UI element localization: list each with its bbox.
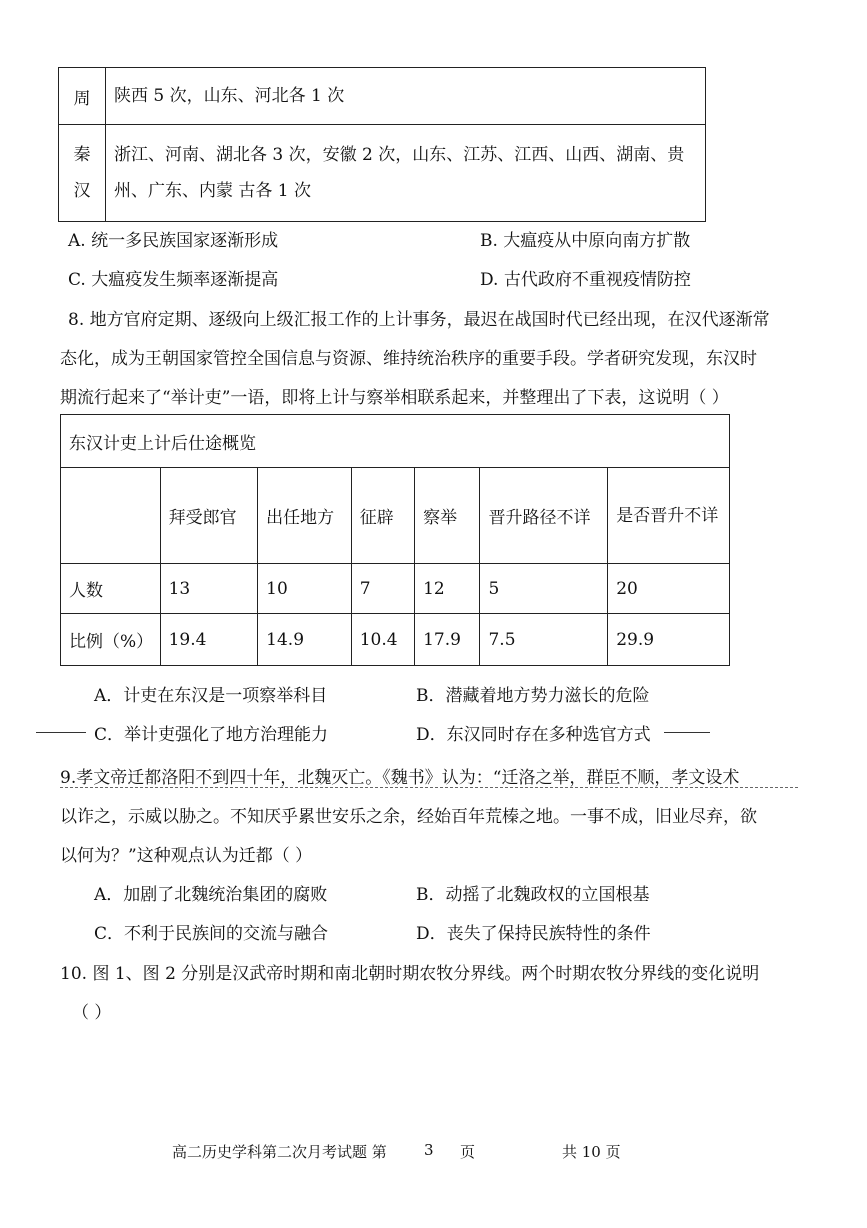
header-cell (61, 468, 161, 564)
footer-page-number: 3 (424, 1141, 434, 1159)
era-cell (59, 125, 106, 222)
table-cell: 20 (608, 564, 730, 614)
question-9-line: 9.孝文帝迁都洛阳不到四十年，北魏灭亡。《魏书》认为：“迁洛之举，群臣不顺，孝文设术 (60, 768, 740, 788)
table-cell: 19.4 (160, 614, 258, 666)
scan-line (60, 787, 798, 788)
row-label: 人数 (61, 564, 161, 614)
scan-line (36, 732, 86, 733)
table-row (59, 125, 706, 222)
era-label: 周 (73, 88, 91, 109)
question-9-line: 以何为？”这种观点认为迁都（ ） (60, 846, 313, 866)
table-cell: 7.5 (480, 614, 608, 666)
era-label: 汉 (73, 181, 91, 201)
table-header-row (61, 468, 730, 564)
question-8-line: 期流行起来了“举计吏”一语，即将上计与察举相联系起来，并整理出了下表，这说明（ ） (60, 388, 729, 408)
option-d: D．丧失了保持民族特性的条件 (416, 924, 651, 944)
question-10-line: 10. 图 1、图 2 分别是汉武帝时期和南北朝时期农牧分界线。两个时期农牧分界线的变化说明 (60, 964, 760, 984)
option-a: A．加剧了北魏统治集团的腐败 (94, 885, 328, 905)
table-cell: 17.9 (415, 614, 480, 666)
question-8-line: 8. 地方官府定期、逐级向上级汇报工作的上计事务，最迟在战国时代已经出现，在汉代逐渐常 (68, 310, 770, 330)
header-cell: 拜受郎官 (160, 468, 258, 564)
header-cell: 晋升路径不详 (480, 468, 608, 564)
epidemic-table (58, 67, 706, 222)
table-cell: 14.9 (258, 614, 352, 666)
table-row (61, 564, 730, 614)
table-caption-row (61, 415, 730, 468)
locations-text: 浙江、河南、湖北各 3 次，安徽 2 次，山东、江苏、江西、山西、湖南、贵 (114, 145, 685, 165)
table-cell: 5 (480, 564, 608, 614)
locations-text: 州、广东、内蒙 古各 1 次 (114, 181, 312, 201)
option-d: D. 古代政府不重视疫情防控 (480, 270, 691, 290)
header-cell: 出任地方 (258, 468, 352, 564)
option-a: A. 统一多民族国家逐渐形成 (68, 231, 279, 251)
table-cell: 10.4 (351, 614, 414, 666)
table-cell: 29.9 (608, 614, 730, 666)
option-c: C．不利于民族间的交流与融合 (94, 924, 329, 944)
table-cell: 10 (258, 564, 352, 614)
scan-line (664, 732, 710, 733)
option-b: B．动摇了北魏政权的立国根基 (416, 885, 650, 905)
question-8-line: 态化，成为王朝国家管控全国信息与资源、维持统治秩序的重要手段。学者研究发现，东汉时 (60, 349, 757, 369)
table-caption: 东汉计吏上计后仕途概览 (61, 415, 730, 468)
row-label: 比例（%） (61, 614, 161, 666)
era-cell (59, 68, 106, 125)
era-label: 秦 (73, 145, 91, 165)
footer-total-pages: 共 10 页 (562, 1143, 621, 1161)
header-cell: 征辟 (351, 468, 414, 564)
option-c: C. 大瘟疫发生频率逐渐提高 (68, 270, 279, 290)
locations-cell (106, 125, 706, 222)
option-d: D．东汉同时存在多种选官方式 (416, 725, 651, 745)
locations-cell (106, 68, 706, 125)
table-cell: 13 (160, 564, 258, 614)
question-9-line: 以诈之，示威以胁之。不知厌乎累世安乐之余，经始百年荒榛之地。一事不成，旧业尽弃，欲 (60, 807, 757, 827)
table-cell: 12 (415, 564, 480, 614)
header-cell: 察举 (415, 468, 480, 564)
table-row (61, 614, 730, 666)
option-c: C．举计吏强化了地方治理能力 (94, 725, 329, 745)
footer-page-unit: 页 (460, 1143, 476, 1161)
header-cell: 是否晋升不详 (608, 468, 730, 564)
locations-text: 陕西 5 次，山东、河北各 1 次 (114, 86, 345, 106)
question-10-line: （ ） (72, 1003, 112, 1023)
option-b: B. 大瘟疫从中原向南方扩散 (480, 231, 691, 251)
option-b: B．潜藏着地方势力滋长的危险 (416, 686, 650, 706)
official-career-table (60, 414, 730, 666)
option-a: A．计吏在东汉是一项察举科目 (94, 686, 328, 706)
table-row (59, 68, 706, 125)
table-cell: 7 (351, 564, 414, 614)
footer-title: 高二历史学科第二次月考试题 第 (172, 1143, 387, 1161)
